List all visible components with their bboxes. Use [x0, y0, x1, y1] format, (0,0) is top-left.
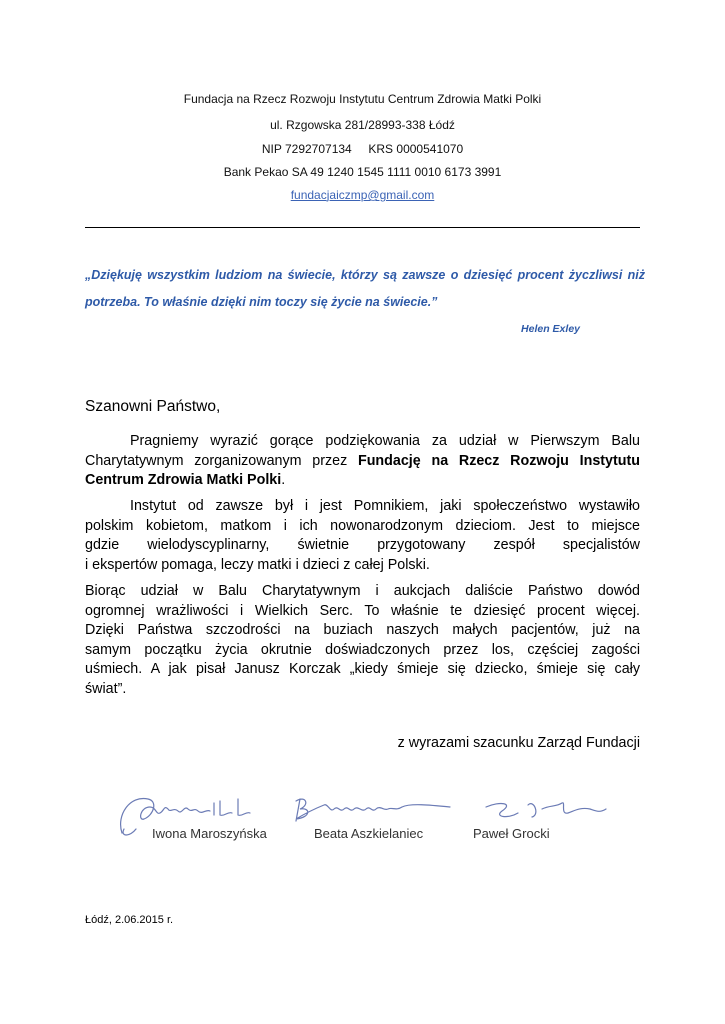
foundation-name-bold: Fundację na Rzecz Rozwoju Instytutu — [357, 452, 640, 469]
quote-block — [85, 262, 645, 316]
signatory-name-2: Beata Aszkielaniec — [314, 826, 424, 841]
paragraph-3-line-6: świat”. — [85, 680, 127, 697]
foundation-bank-account: Bank Pekao SA 49 1240 1545 1111 0010 6173 3991 — [223, 165, 502, 179]
institute-name-bold: Centrum Zdrowia Matki Polki — [85, 472, 282, 488]
paragraph-1-end: . — [281, 472, 286, 488]
paragraph-3-line-5: uśmiech. A jak pisał Janusz Korczak „kiedy śmieje się dziecko, śmieje się cały — [85, 661, 640, 677]
paragraph-1-line-2-text: Charytatywnym zorganizowanym przez — [85, 452, 358, 469]
signatory-name-3: Paweł Grocki — [473, 826, 550, 841]
paragraph-2-line-1: Instytut od zawsze był i jest Pomnikiem, jaki społeczeństwo wystawiło — [130, 498, 640, 514]
header-divider — [85, 227, 640, 228]
quote-line-2: potrzeba. To właśnie dzięki nim toczy się życie na świecie.” — [85, 295, 438, 309]
paragraph-3 — [85, 582, 640, 699]
email-link[interactable]: fundacjaiczmp@gmail.com — [290, 188, 435, 202]
greeting: Szanowni Państwo, — [85, 398, 221, 415]
paragraph-1-line-1: Pragniemy wyrazić gorące podziękowania za udział w Pierwszym Balu — [130, 433, 640, 449]
letter-date: Łódź, 2.06.2015 r. — [85, 914, 174, 926]
paragraph-2-line-3: gdzie wielodyscyplinarny, świetnie przygotowany zespół specjalistów — [85, 537, 640, 553]
paragraph-3-line-4: samym początku życia okrutnie doświadczonych przez los, częściej zagości — [85, 641, 640, 658]
paragraph-2-line-2: polskim kobietom, matkom i ich nowonarodzonym dzieciom. Jest to miejsce — [85, 517, 640, 534]
quote-line-1: „Dziękuję wszystkim ludziom na świecie, którzy są zawsze o dziesięć procent życzliwsi niż — [85, 268, 645, 282]
foundation-address: ul. Rzgowska 281/28993-338 Łódź — [270, 118, 455, 132]
paragraph-3-line-2: ogromnej wrażliwości i Wielkich Serc. To właśnie te dziesięć procent więcej. — [85, 602, 640, 619]
paragraph-2 — [85, 497, 640, 575]
foundation-tax-ids: NIP 7292707134 KRS 0000541070 — [261, 142, 464, 156]
paragraph-1 — [85, 432, 640, 491]
foundation-name: Fundacja na Rzecz Rozwoju Instytutu Centrum Zdrowia Matki Polki — [183, 92, 542, 106]
paragraph-3-line-3: Dzięki Państwa szczodrości na buziach naszych małych pacjentów, już na — [85, 622, 640, 638]
signatures-block — [110, 785, 630, 845]
paragraph-3-line-1: Biorąc udział w Balu Charytatywnym i aukcjach daliście Państwo dowód — [85, 583, 640, 599]
quote-author: Helen Exley — [521, 323, 580, 335]
signatory-name-1: Iwona Maroszyńska — [152, 826, 267, 841]
closing-phrase: z wyrazami szacunku Zarząd Fundacji — [397, 735, 640, 751]
paragraph-2-line-4: i ekspertów pomaga, leczy matki i dzieci z całej Polski. — [85, 556, 430, 573]
